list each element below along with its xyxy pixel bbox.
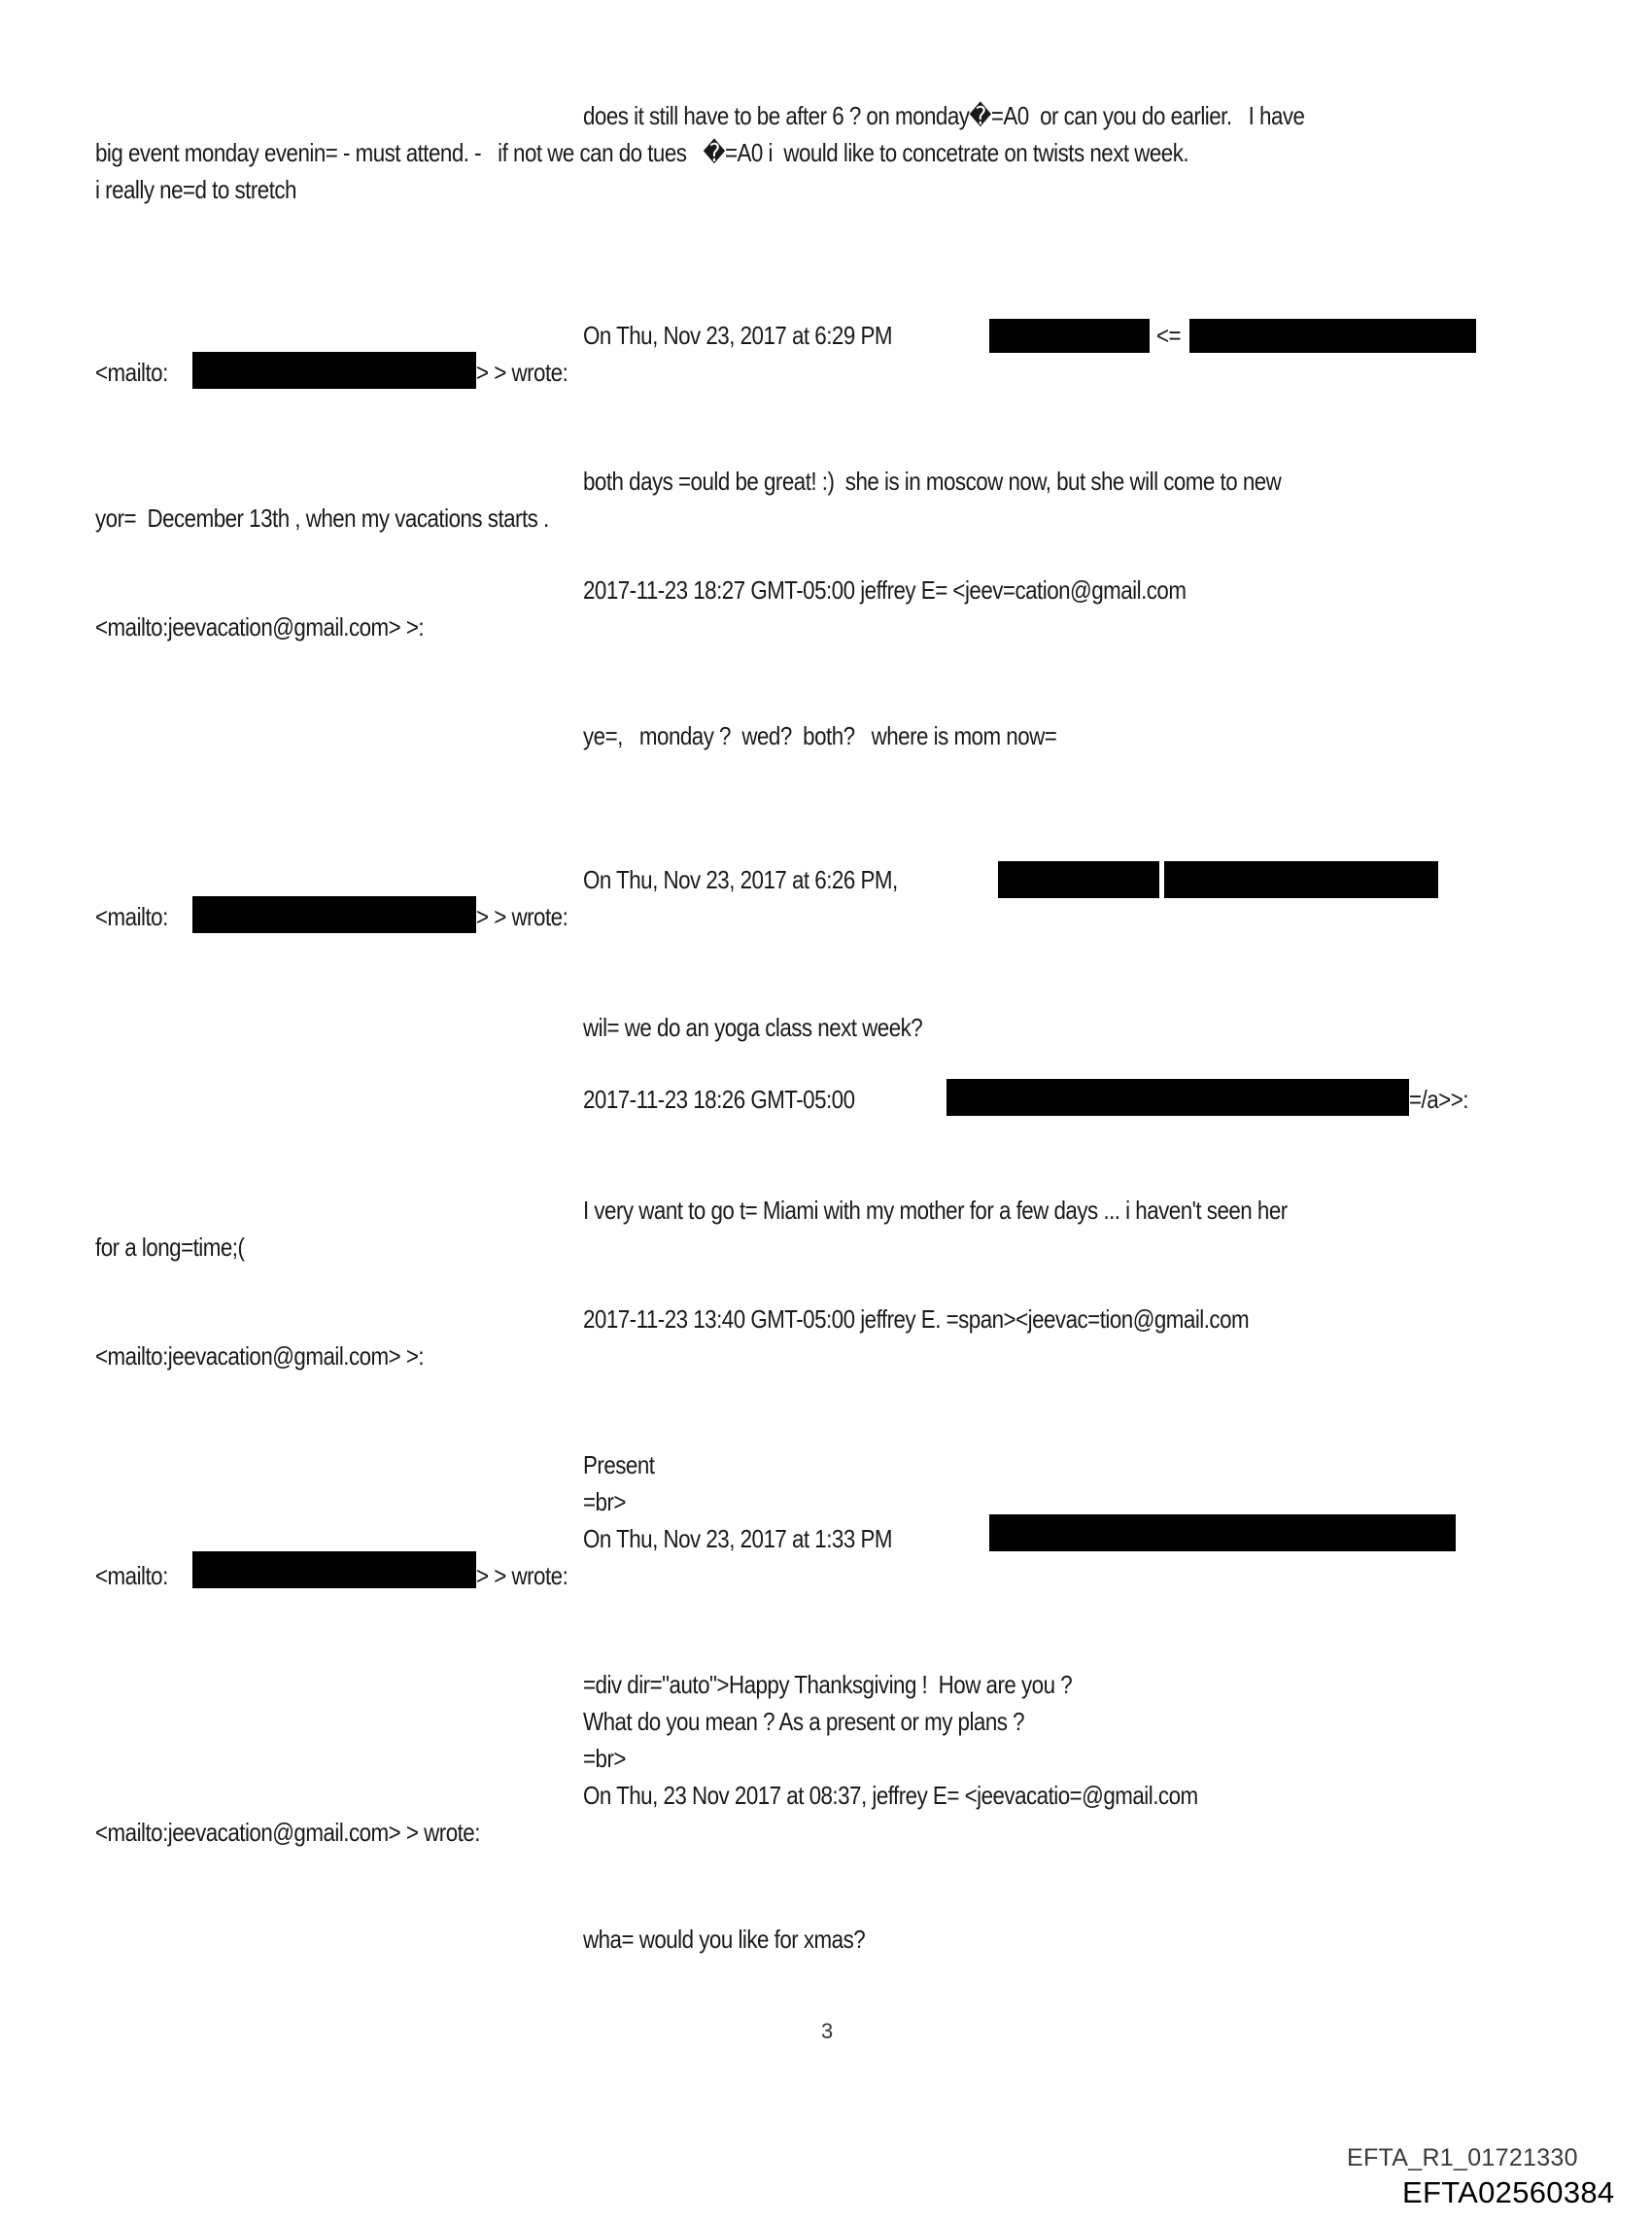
email-body-line: yor= December 13th , when my vacations starts .	[95, 503, 549, 533]
email-reply-header: On Thu, Nov 23, 2017 at 1:33 PM	[583, 1524, 892, 1553]
email-reply-header: On Thu, 23 Nov 2017 at 08:37, jeffrey E= <jeevacatio=@gmail.com	[583, 1781, 1198, 1810]
email-mailto-line: <mailto:	[95, 1561, 168, 1590]
email-body-line: Present	[583, 1450, 655, 1479]
email-body-line: wil= we do an yoga class next week?	[583, 1013, 923, 1042]
email-body-line: =br>	[583, 1744, 626, 1773]
email-mailto-line: <mailto:jeevacation@gmail.com> >:	[95, 612, 425, 642]
email-mailto-line: > > wrote:	[476, 1561, 568, 1590]
email-mailto-line: <mailto:	[95, 358, 168, 387]
email-body-line: ye=, monday ? wed? both? where is mom now=	[583, 721, 1057, 750]
email-body-line: does it still have to be after 6 ? on monday�=A0 or can you do earlier. I have	[583, 101, 1305, 130]
email-body-line: =div dir="auto">Happy Thanksgiving ! How are you ?	[583, 1670, 1073, 1699]
email-body-line: What do you mean ? As a present or my plans ?	[583, 1707, 1025, 1736]
email-body-line: both days =ould be great! :) she is in moscow now, but she will come to new	[583, 467, 1282, 496]
email-reply-header: 2017-11-23 18:27 GMT-05:00 jeffrey E= <jeev=cation@gmail.com	[583, 575, 1187, 605]
redaction-box	[192, 1551, 476, 1588]
redaction-box	[1164, 861, 1438, 898]
email-body-line: wha= would you like for xmas?	[583, 1925, 866, 1954]
email-body-line: i really ne=d to stretch	[95, 175, 296, 204]
email-reply-header: <=	[1156, 321, 1182, 350]
redaction-box	[1189, 319, 1476, 353]
bates-number-secondary: EFTA02560384	[1402, 2175, 1615, 2209]
email-body-line: big event monday evenin= - must attend. - if not we can do tues �=A0 i would like to concetrate on twists next week.	[95, 138, 1189, 167]
email-mailto-line: <mailto:	[95, 902, 168, 931]
redaction-box	[989, 1514, 1456, 1551]
email-reply-header: On Thu, Nov 23, 2017 at 6:29 PM	[583, 321, 892, 350]
redaction-box	[989, 319, 1150, 353]
email-mailto-line: > > wrote:	[476, 902, 568, 931]
email-mailto-line: <mailto:jeevacation@gmail.com> >:	[95, 1341, 425, 1371]
redaction-box	[192, 352, 476, 389]
email-reply-header: 2017-11-23 18:26 GMT-05:00	[583, 1085, 855, 1114]
email-mailto-line: > > wrote:	[476, 358, 568, 387]
email-body-line: I very want to go t= Miami with my mother for a few days ... i haven't seen her	[583, 1196, 1288, 1225]
email-mailto-line: <mailto:jeevacation@gmail.com> > wrote:	[95, 1818, 480, 1847]
bates-number-primary: EFTA_R1_01721330	[1347, 2144, 1578, 2171]
redaction-box	[192, 896, 476, 933]
email-reply-header: On Thu, Nov 23, 2017 at 6:26 PM,	[583, 865, 898, 894]
email-reply-header: 2017-11-23 13:40 GMT-05:00 jeffrey E. =span><jeevac=tion@gmail.com	[583, 1304, 1250, 1334]
email-body-line: for a long=time;(	[95, 1233, 245, 1262]
email-reply-header: =/a>>:	[1409, 1085, 1468, 1114]
redaction-box	[998, 861, 1159, 898]
redaction-box	[946, 1079, 1409, 1116]
email-body-line: =br>	[583, 1487, 626, 1516]
page-number: 3	[821, 2019, 834, 2043]
